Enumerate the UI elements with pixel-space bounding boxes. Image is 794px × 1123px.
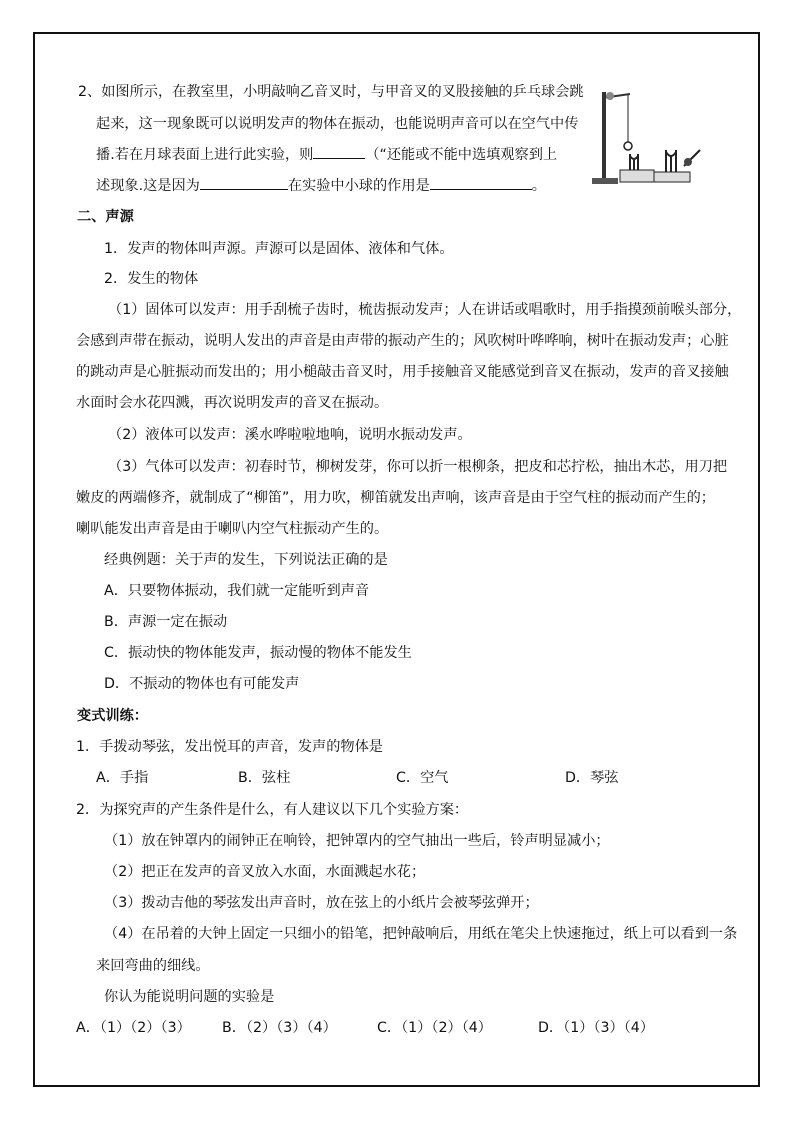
practice-q1-stem: 1．手拨动琴弦，发出悦耳的声音，发声的物体是 <box>76 739 383 755</box>
liquid-line: （2）液体可以发声：溪水哗啦啦地响，说明水振动发声。 <box>108 427 472 443</box>
gas-line-1: （3）气体可以发声：初春时节，柳树发芽，你可以折一根柳条，把皮和芯拧松，抽出木芯，用刀把 <box>108 459 728 475</box>
practice-q2-item-4-cont: 来回弯曲的细线。 <box>96 958 210 974</box>
practice-q2-option-d: D．（1）（3）（4） <box>538 1020 655 1036</box>
practice-q2-item-4: （4）在吊着的大钟上固定一只细小的铅笔，把钟敲响后，用纸在笔尖上快速拖过，纸上可以看到一条 <box>104 926 738 942</box>
gas-line-2: 嫩皮的两端修齐，就制成了“柳笛”，用力吹，柳笛就发出声响，该声音是由于空气柱的振动而产生的； <box>76 490 715 506</box>
practice-q1-option-a: A．手指 <box>96 770 149 786</box>
section-p1: 1．发声的物体叫声源。声源可以是固体、液体和气体。 <box>104 241 454 257</box>
practice-q1-option-b: B．弦柱 <box>238 770 291 786</box>
example-option-d: D．不振动的物体也有可能发声 <box>104 676 300 692</box>
stand-pole <box>602 92 606 182</box>
solid-line-2: 会感到声带在振动，说明人发出的声音是由声带的振动产生的；风吹树叶哗哗响，树叶在振动发声；心脏 <box>76 333 729 349</box>
practice-q2-option-a: A．（1）（2）（3） <box>76 1020 191 1036</box>
q2-line2: 起来，这一现象既可以说明发声的物体在振动，也能说明声音可以在空气中传 <box>96 116 579 132</box>
example-stem: 经典例题：关于声的发生，下列说法正确的是 <box>104 552 388 568</box>
q2-line4-text-c: 。 <box>531 178 546 194</box>
answer-blank-1[interactable] <box>313 144 365 159</box>
stand-clamp <box>606 92 614 100</box>
stand-base <box>592 178 618 184</box>
tuning-fork-figure <box>588 84 708 194</box>
tuning-fork-1-icon <box>630 154 638 170</box>
ball-icon <box>624 142 632 150</box>
practice-q2-stem: 2．为探究声的产生条件是什么，有人建议以下几个实验方案： <box>76 802 469 818</box>
practice-q1-option-d: D．琴弦 <box>565 770 619 786</box>
example-option-b: B．声源一定在振动 <box>104 614 228 630</box>
gas-line-3: 喇叭能发出声音是由于喇叭内空气柱振动产生的。 <box>76 521 389 537</box>
solid-line-1: （1）固体可以发声：用手刮梳子齿时，梳齿振动发声；人在讲话或唱歌时，用手指摸颈前喉头部分， <box>108 302 742 318</box>
q2-line1: 2、如图所示，在教室里，小明敲响乙音叉时，与甲音叉的叉股接触的乒乓球会跳 <box>78 84 584 100</box>
section-heading: 二、声源 <box>77 209 134 225</box>
q2-line4 <box>96 175 546 196</box>
answer-blank-2[interactable] <box>200 175 288 190</box>
example-option-c: C．振动快的物体能发声，振动慢的物体不能发生 <box>104 645 412 661</box>
mallet-head-icon <box>684 158 692 166</box>
practice-q2-item-3: （3）拨动吉他的琴弦发出声音时，放在弦上的小纸片会被琴弦弹开； <box>104 895 539 911</box>
resonance-box-1 <box>620 170 654 182</box>
solid-line-3: 的跳动声是心脏振动而发出的；用小槌敲击音叉时，用手接触音叉能感觉到音叉在振动，发声的音叉接触 <box>76 364 729 380</box>
q2-line4-text-a: 述现象.这是因为 <box>96 178 200 194</box>
answer-blank-3[interactable] <box>430 175 532 190</box>
practice-q1-option-c: C．空气 <box>396 770 449 786</box>
q2-line3-text-a: 播.若在月球表面上进行此实验，则 <box>96 147 314 163</box>
practice-q2-item-2: （2）把正在发声的音叉放入水面，水面溅起水花； <box>104 864 426 880</box>
section-p2: 2．发生的物体 <box>104 271 199 287</box>
practice-heading: 变式训练： <box>77 708 148 724</box>
tuning-fork-2-icon <box>666 150 676 172</box>
practice-q2-option-c: C．（1）（2）（4） <box>377 1020 492 1036</box>
practice-q2-option-b: B．（2）（3）（4） <box>222 1020 337 1036</box>
q2-line3-text-b: （“还能或不能中选填观察到上 <box>365 147 558 163</box>
practice-q2-ask: 你认为能说明问题的实验是 <box>104 989 275 1005</box>
practice-q2-item-1: （1）放在钟罩内的闹钟正在响铃，把钟罩内的空气抽出一些后，铃声明显减小； <box>104 833 610 849</box>
example-option-a: A．只要物体振动，我们就一定能听到声音 <box>104 583 370 599</box>
q2-line3 <box>96 144 557 165</box>
q2-line4-text-b: 在实验中小球的作用是 <box>287 178 430 194</box>
resonance-box-2 <box>654 172 690 182</box>
solid-line-4: 水面时会水花四溅，再次说明发声的音叉在振动。 <box>76 395 389 411</box>
